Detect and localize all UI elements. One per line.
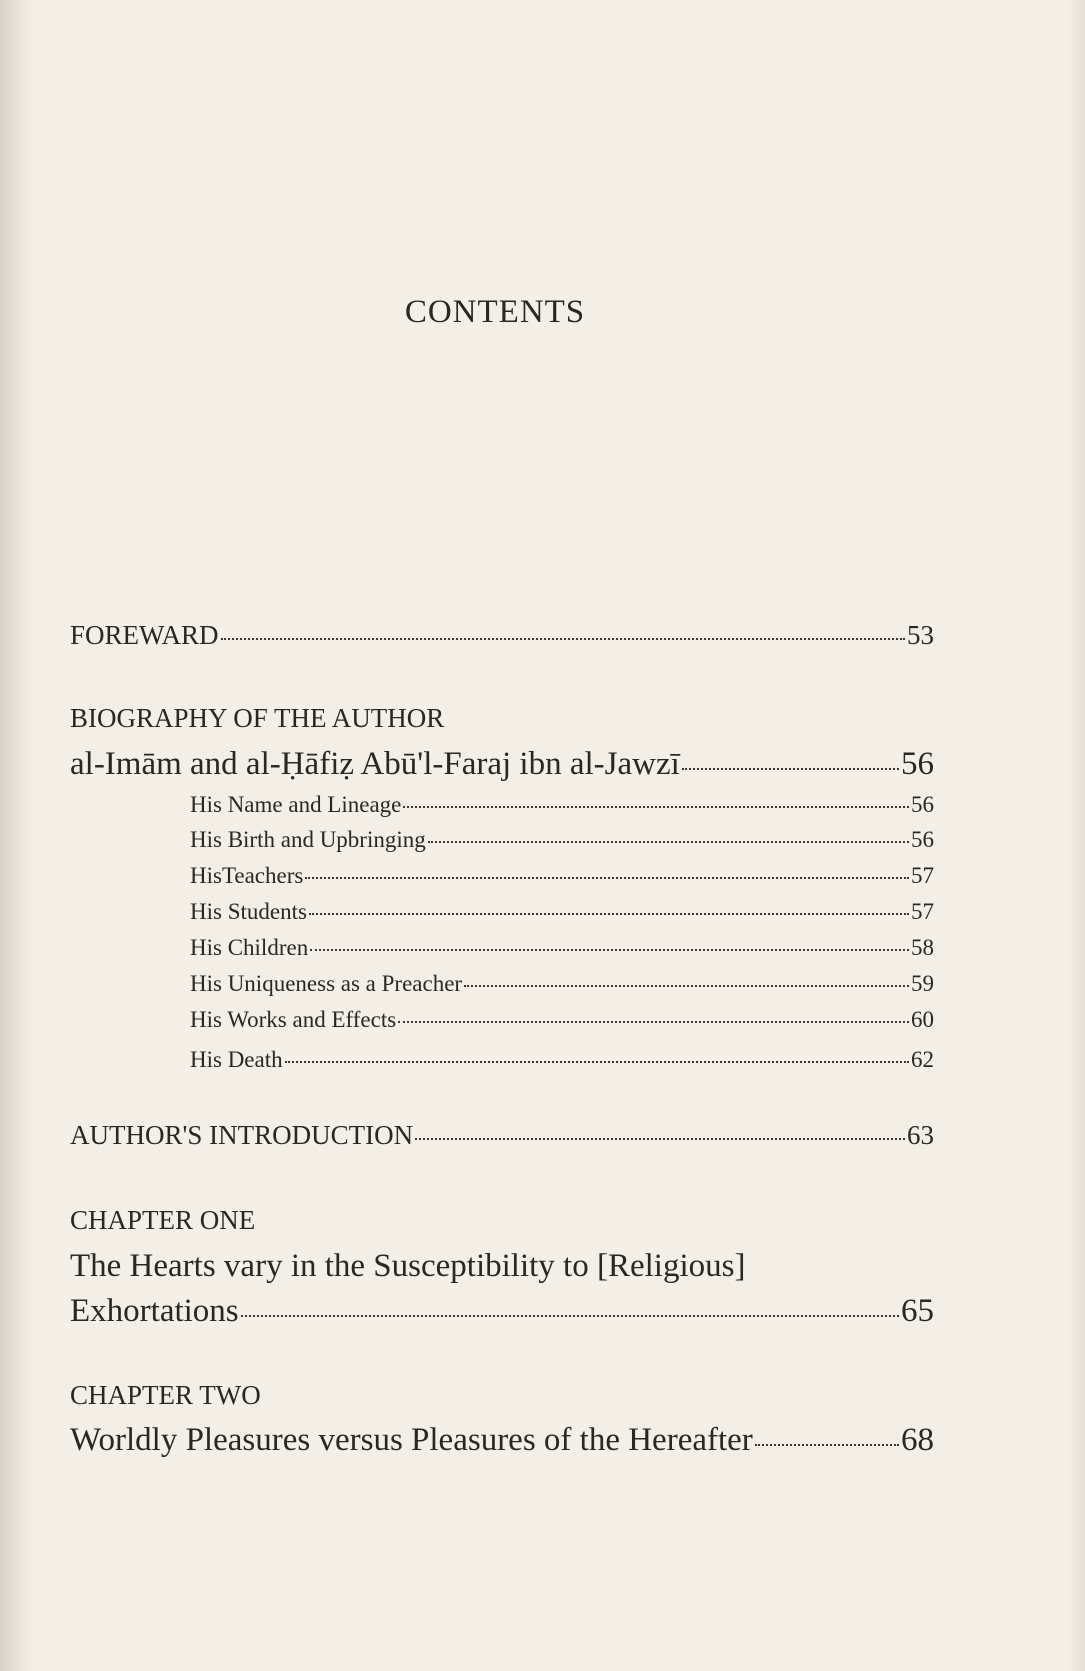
page-edge <box>1067 0 1085 1671</box>
toc-entry-label: FOREWARD <box>70 620 219 650</box>
toc-subentry-page: 57 <box>911 899 934 924</box>
toc-subentry-label: His Students <box>190 899 307 924</box>
toc-subentry[interactable] <box>190 899 934 925</box>
toc-subentry[interactable] <box>190 935 934 961</box>
toc-subentry[interactable] <box>190 971 934 997</box>
toc-entry-label: al-Imām and al-Ḥāfiẓ Abū'l-Faraj ibn al-Jawzī <box>70 746 680 782</box>
toc-subentry-page: 59 <box>911 971 934 996</box>
dot-leader <box>682 768 899 770</box>
toc-entry-chapter-two[interactable] <box>70 1422 934 1459</box>
toc-subentry-label: HisTeachers <box>190 863 304 888</box>
toc-entry-label: AUTHOR'S INTRODUCTION <box>70 1120 414 1150</box>
toc-subentry-label: His Children <box>190 935 309 960</box>
chapter-one-title-line: The Hearts vary in the Susceptibility to [Religious] <box>70 1248 746 1284</box>
toc-subentry-page: 56 <box>911 792 934 817</box>
page-title: CONTENTS <box>404 294 586 330</box>
toc-subentry-page: 57 <box>911 863 934 888</box>
toc-subentry-label: His Death <box>190 1047 283 1072</box>
toc-subentry[interactable] <box>190 1047 934 1073</box>
dot-leader <box>428 841 909 843</box>
toc-subentry-page: 56 <box>911 827 934 852</box>
toc-entry-page: 68 <box>901 1422 934 1458</box>
toc-subentry[interactable] <box>190 792 934 818</box>
dot-leader <box>305 877 909 879</box>
toc-subentry-page: 60 <box>911 1007 934 1032</box>
toc-subentry-label: His Uniqueness as a Preacher <box>190 971 463 996</box>
section-heading-chapter-one: CHAPTER ONE <box>70 1205 256 1235</box>
toc-subentry-page: 62 <box>911 1047 934 1072</box>
dot-leader <box>464 985 909 987</box>
toc-subentry-page: 58 <box>911 935 934 960</box>
dot-leader <box>398 1021 909 1023</box>
dot-leader <box>285 1061 909 1063</box>
dot-leader <box>415 1138 905 1140</box>
dot-leader <box>755 1444 899 1446</box>
toc-entry-label: Worldly Pleasures versus Pleasures of the Hereafter <box>70 1422 753 1458</box>
toc-entry-page: 63 <box>907 1120 934 1150</box>
toc-entry-introduction[interactable] <box>70 1120 934 1151</box>
dot-leader <box>403 806 909 808</box>
section-heading-chapter-two: CHAPTER TWO <box>70 1380 261 1410</box>
toc-entry-page: 56 <box>901 746 934 782</box>
toc-subentry-label: His Works and Effects <box>190 1007 397 1032</box>
toc-subentry[interactable] <box>190 863 934 889</box>
dot-leader <box>310 949 909 951</box>
toc-subentry[interactable] <box>190 827 934 853</box>
toc-subentry-label: His Name and Lineage <box>190 792 402 817</box>
toc-entry-foreward[interactable] <box>70 620 934 651</box>
toc-subentry-label: His Birth and Upbringing <box>190 827 426 852</box>
section-heading-biography: BIOGRAPHY OF THE AUTHOR <box>70 703 445 733</box>
dot-leader <box>241 1315 899 1317</box>
dot-leader <box>221 638 905 640</box>
page-gutter-shadow <box>0 0 34 1671</box>
dot-leader <box>309 913 909 915</box>
toc-entry-label: Exhortations <box>70 1293 239 1329</box>
toc-entry-page: 65 <box>901 1293 934 1329</box>
toc-entry-chapter-one[interactable] <box>70 1293 934 1330</box>
toc-subentry[interactable] <box>190 1007 934 1033</box>
toc-entry-page: 53 <box>907 620 934 650</box>
toc-entry-biography[interactable] <box>70 746 934 783</box>
